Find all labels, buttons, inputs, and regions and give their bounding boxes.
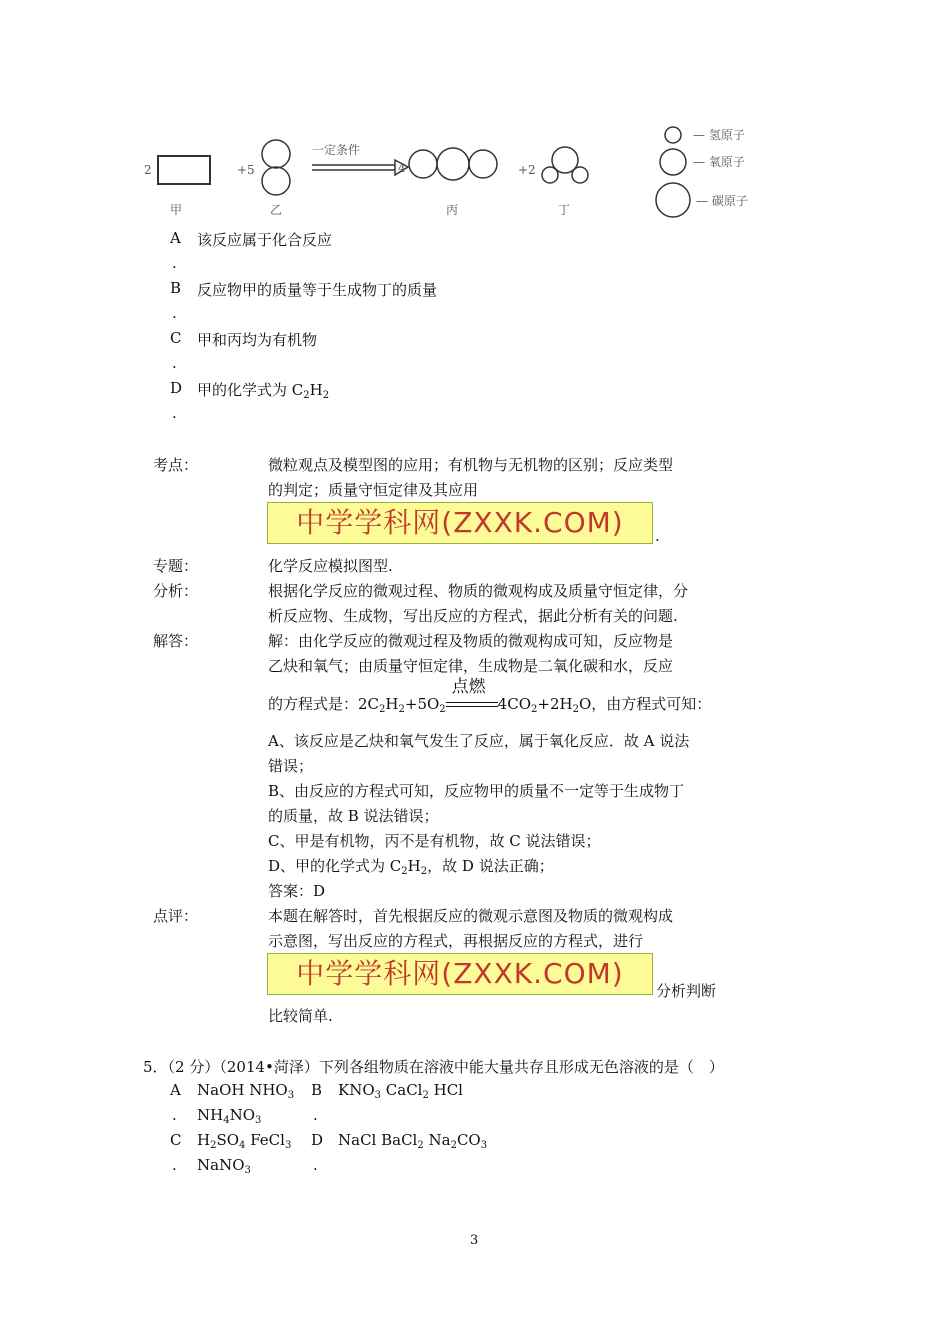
option-c-text: 甲和丙均为有机物	[197, 331, 318, 349]
label-yi: 乙	[270, 203, 283, 217]
zhuanti-text: 化学反应模拟图型.	[268, 557, 393, 575]
molecule-bing-o1	[409, 150, 437, 178]
fenxi-line2: 析反应物、生成物，写出反应的方程式，据此分析有关的问题.	[268, 607, 678, 625]
legend-h-icon	[665, 127, 681, 143]
zhuanti-label: 专题：	[153, 557, 199, 575]
option-c-letter: C	[170, 329, 182, 347]
coef-bing: 4	[398, 161, 406, 175]
coef-ding: +2	[518, 163, 536, 177]
equation-line: 的方程式是：$2C_2H_2+5O_2$ 点燃 $4CO_2+2H_2O$，由方程式可知：	[268, 677, 712, 715]
legend-o: — 氧原子	[693, 155, 745, 169]
option-a-dot: .	[172, 254, 177, 272]
q5-option-d-text: NaCl BaCl$_2$ $Na_2CO_3$	[338, 1131, 488, 1151]
option-b-letter: B	[170, 279, 182, 297]
explain-a-line2: 错误；	[268, 757, 314, 775]
question5-stem: 5．（2 分）（2014•菏泽）下列各组物质在溶液中能大量共存且形成无色溶液的是（ ）	[143, 1058, 724, 1076]
q5-option-a-line1: NaOH $NHO_3$	[197, 1081, 295, 1101]
molecule-bing-c	[437, 148, 469, 180]
dianping-line2: 示意图，写出反应的方程式，再根据反应的方程式，进行	[268, 932, 644, 950]
reaction-diagram-svg	[140, 120, 800, 225]
molecule-ding-h1	[542, 167, 558, 183]
option-d-letter: D	[170, 379, 183, 397]
molecule-jia	[158, 156, 210, 184]
label-bing: 丙	[446, 203, 459, 217]
label-ding: 丁	[558, 203, 571, 217]
explain-b-line2: 的质量，故 B 说法错误；	[268, 807, 439, 825]
option-d-dot: .	[172, 404, 177, 422]
coef-yi: +5	[237, 163, 255, 177]
explain-b-line1: B、由反应的方程式可知，反应物甲的质量不一定等于生成物丁	[268, 782, 685, 800]
q5-option-b-letter: B	[311, 1081, 323, 1099]
q5-option-c-line2: NaNO$_3$	[197, 1156, 251, 1176]
dianping-line1: 本题在解答时，首先根据反应的微观示意图及物质的微观构成	[268, 907, 674, 925]
banner-dot: .	[655, 527, 660, 545]
dianping-line3: 比较简单.	[268, 1007, 333, 1025]
q5-option-c-letter: C	[170, 1131, 182, 1149]
q5-option-a-letter: A	[170, 1081, 181, 1099]
q5-option-b-dot: .	[313, 1106, 318, 1124]
legend-o-icon	[660, 149, 686, 175]
option-b-dot: .	[172, 304, 177, 322]
molecule-yi-atom2	[262, 167, 290, 195]
explain-d-line: D、甲的化学式为 $C_2H_2$，故 D 说法正确；	[268, 857, 554, 877]
option-c-dot: .	[172, 354, 177, 372]
equation-condition-mark: 点燃	[446, 698, 498, 712]
q5-option-c-dot: .	[172, 1156, 177, 1174]
dianping-after-banner: 分析判断	[656, 982, 717, 1000]
jieda-line2: 乙炔和氧气；由质量守恒定律，生成物是二氧化碳和水，反应	[268, 657, 674, 675]
molecule-ding-h2	[572, 167, 588, 183]
q5-option-c-line1: $H_2SO_4$ FeCl$_3$	[197, 1131, 292, 1151]
dianping-label: 点评：	[153, 907, 199, 925]
jieda-line1: 解：由化学反应的微观过程及物质的微观构成可知，反应物是	[268, 632, 674, 650]
page-number: 3	[470, 1233, 479, 1248]
fenxi-line1: 根据化学反应的微观过程、物质的微观构成及质量守恒定律，分	[268, 582, 689, 600]
fenxi-label: 分析：	[153, 582, 199, 600]
kaodian-line2: 的判定；质量守恒定律及其应用	[268, 481, 479, 499]
coef-jia: 2	[144, 163, 152, 177]
option-a-letter: A	[170, 229, 181, 247]
condition-label: 一定条件	[312, 143, 361, 157]
molecule-yi-atom1	[262, 140, 290, 168]
watermark-banner-2: 中学学科网(ZXXK.COM)	[267, 953, 653, 995]
molecule-bing-o2	[469, 150, 497, 178]
answer-line: 答案：D	[268, 882, 326, 900]
kaodian-label: 考点：	[153, 456, 199, 474]
q5-option-a-dot: .	[172, 1106, 177, 1124]
watermark-banner: 中学学科网(ZXXK.COM)	[267, 502, 653, 544]
reaction-diagram	[140, 120, 800, 225]
q5-option-a-line2: $NH_4NO_3$	[197, 1106, 262, 1126]
explain-a-line1: A、该反应是乙炔和氧气发生了反应，属于氧化反应．故 A 说法	[268, 732, 690, 750]
legend-h: — 氢原子	[693, 128, 745, 142]
q5-option-b-text: $KNO_3$ CaCl$_2$ HCl	[338, 1081, 463, 1101]
jieda-label: 解答：	[153, 632, 199, 650]
kaodian-line1: 微粒观点及模型图的应用；有机物与无机物的区别；反应类型	[268, 456, 674, 474]
option-a-text: 该反应属于化合反应	[197, 231, 333, 249]
option-d-text: 甲的化学式为 $C_2H_2$	[197, 381, 330, 401]
legend-c: — 碳原子	[696, 194, 748, 208]
label-jia: 甲	[170, 203, 183, 217]
legend-c-icon	[656, 183, 690, 217]
q5-option-d-dot: .	[313, 1156, 318, 1174]
option-b-text: 反应物甲的质量等于生成物丁的质量	[197, 281, 438, 299]
q5-option-d-letter: D	[311, 1131, 324, 1149]
explain-c-line: C、甲是有机物，丙不是有机物，故 C 说法错误；	[268, 832, 601, 850]
